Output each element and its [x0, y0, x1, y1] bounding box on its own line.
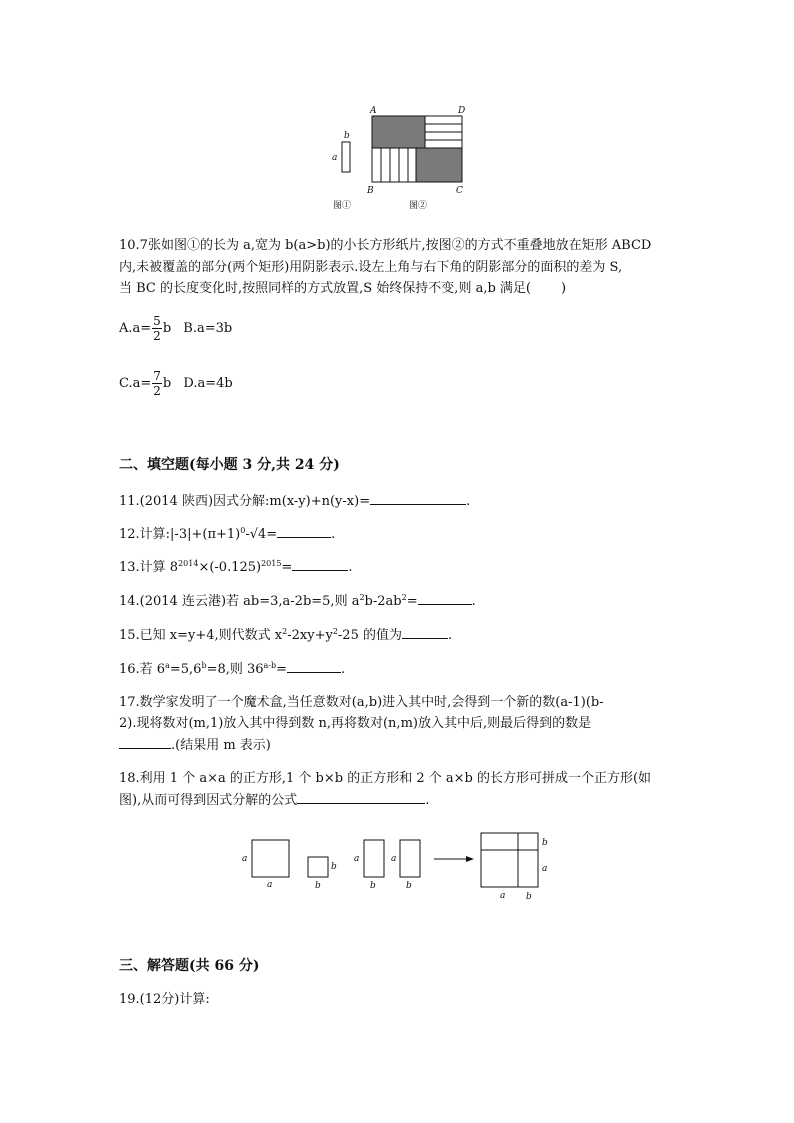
q14-post: = [406, 594, 418, 609]
q16-mid: =5,6 [169, 662, 202, 677]
q15-exp2: 2 [332, 627, 338, 636]
svg-text:a: a [242, 854, 248, 864]
q15-exp1: 2 [282, 627, 288, 636]
q12-pre: 12.计算:|-3|+(π+1) [119, 527, 241, 542]
q13-exp1: 2014 [178, 559, 199, 568]
label-C: C [456, 186, 463, 196]
q15-post: -25 的值为 [337, 628, 402, 643]
q13-pre: 13.计算 8 [119, 560, 179, 575]
figure-squares-q18 [238, 828, 558, 904]
q16-exp3: a-b [263, 661, 277, 670]
svg-text:a: a [500, 891, 506, 901]
q15-answer-blank[interactable] [402, 626, 448, 639]
q12-end: . [331, 527, 336, 542]
q16 [119, 660, 345, 679]
q14 [119, 592, 476, 611]
figure-rectangles-q10 [325, 100, 475, 215]
rect-ab-2 [400, 840, 420, 877]
q13-mid: ×(-0.125) [198, 560, 262, 575]
svg-text:b: b [370, 881, 376, 891]
rect-ab-1 [364, 840, 384, 877]
square-b [308, 857, 328, 877]
shaded-bottom-right [416, 148, 462, 182]
q15-mid: -2xy+y [287, 628, 333, 643]
option-c-suffix: b [162, 376, 172, 391]
label-b-fig1: b [344, 131, 350, 141]
option-d: D.a=4b [183, 376, 233, 391]
square-a [252, 840, 289, 877]
caption-fig2: 图② [409, 201, 428, 211]
label-D: D [458, 106, 466, 116]
q16-exp2: b [201, 661, 207, 670]
q11 [119, 492, 470, 511]
q17-line1: 17.数学家发明了一个魔术盒,当任意数对(a,b)进入其中时,会得到一个新的数(a-1)(b- [119, 695, 604, 710]
svg-text:a: a [542, 864, 548, 874]
svg-text:b: b [526, 892, 532, 902]
combined-square [481, 833, 538, 887]
svg-text:b: b [542, 838, 548, 848]
section2-heading: 二、填空题(每小题 3 分,共 24 分) [119, 457, 340, 473]
section3-heading: 三、解答题(共 66 分) [119, 958, 260, 974]
q17-line2: 2).现将数对(m,1)放入其中得到数 n,再将数对(n,m)放入其中后,则最后得到的数是 [119, 716, 592, 731]
q17-answer-blank[interactable] [119, 736, 171, 749]
q14-answer-blank[interactable] [418, 592, 472, 605]
q10-line3-end: ) [560, 281, 567, 296]
option-a-prefix: A.a= [119, 321, 152, 336]
q14-exp2: 2 [401, 593, 407, 602]
q12-exponent: 0 [240, 526, 246, 535]
label-a-fig1: a [332, 153, 338, 163]
option-a-suffix: b [162, 321, 172, 336]
q16-pre: 16.若 6 [119, 662, 166, 677]
q15-pre: 15.已知 x=y+4,则代数式 x [119, 628, 283, 643]
q10-line1: 10.7张如图①的长为 a,宽为 b(a>b)的小长方形纸片,按图②的方式不重叠地放在矩形 ABCD [119, 238, 652, 253]
q10-option-cd [119, 369, 233, 398]
q12-answer-blank[interactable] [277, 525, 331, 538]
q17-line3-text: .(结果用 m 表示) [171, 738, 271, 753]
caption-fig1: 图① [333, 201, 352, 211]
q19: 19.(12分)计算: [119, 992, 210, 1007]
q10-line3 [119, 280, 566, 298]
q13-end: . [348, 560, 353, 575]
option-a-fraction: $\frac{5}{2}$ [153, 314, 161, 343]
q10-line3-text: 当 BC 的长度变化时,按照同样的方式放置,S 始终保持不变,则 a,b 满足( [119, 281, 531, 296]
q14-mid: b-2ab [364, 594, 402, 609]
q13-answer-blank[interactable] [292, 558, 348, 571]
label-A: A [370, 106, 377, 116]
q18-line2-text: 图),从而可得到因式分解的公式 [119, 793, 298, 808]
q18-line2 [119, 791, 429, 810]
q11-answer-blank[interactable] [370, 492, 466, 505]
option-b: B.a=3b [183, 321, 233, 336]
svg-text:a: a [267, 880, 273, 890]
q11-text: 11.(2014 陕西)因式分解:m(x-y)+n(y-x)= [119, 494, 371, 509]
svg-text:b: b [406, 881, 412, 891]
shaded-top-left [372, 116, 425, 148]
q12 [119, 525, 335, 544]
svg-text:b: b [331, 862, 337, 872]
q15-end: . [447, 628, 453, 643]
q11-end: . [466, 494, 471, 509]
q10-option-ab [119, 314, 232, 343]
q16-mid2: =8,则 36 [206, 662, 264, 677]
small-rectangle-fig1 [342, 142, 350, 172]
arrow-head [466, 856, 474, 862]
q16-answer-blank[interactable] [287, 660, 341, 673]
q18-end: . [425, 793, 430, 808]
svg-text:a: a [354, 854, 360, 864]
q18-line1: 18.利用 1 个 a×a 的正方形,1 个 b×b 的正方形和 2 个 a×b 的长方形可拼成一个正方形(如 [119, 771, 652, 786]
q13 [119, 558, 353, 577]
q13-post: = [281, 560, 293, 575]
q14-pre: 14.(2014 连云港)若 ab=3,a-2b=5,则 a [119, 594, 360, 609]
svg-text:a: a [391, 854, 397, 864]
q15 [119, 626, 452, 645]
q14-exp1: 2 [359, 593, 365, 602]
q16-end: . [341, 662, 346, 677]
option-c-prefix: C.a= [119, 376, 152, 391]
q16-exp1: a [165, 661, 170, 670]
label-B: B [367, 186, 374, 196]
q18-answer-blank[interactable] [297, 791, 425, 804]
q17-line3 [119, 736, 271, 755]
q13-exp2: 2015 [261, 559, 282, 568]
q12-mid: -√4= [245, 527, 278, 542]
q16-post: = [276, 662, 288, 677]
q14-end: . [471, 594, 476, 609]
q10-line2: 内,未被覆盖的部分(两个矩形)用阴影表示.设左上角与右下角的阴影部分的面积的差为 S, [119, 260, 623, 275]
svg-text:b: b [315, 881, 321, 891]
option-c-fraction: $\frac{7}{2}$ [153, 369, 161, 398]
